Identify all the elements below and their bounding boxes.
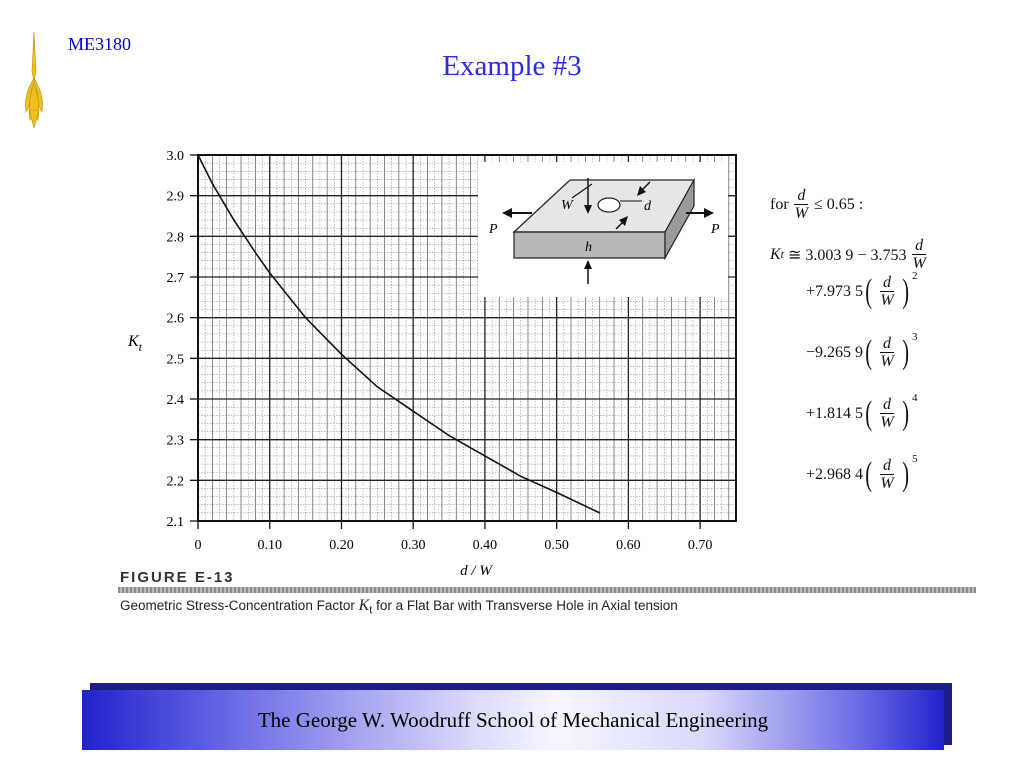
slide-title: Example #3: [442, 50, 582, 82]
paren-close: ): [901, 333, 909, 371]
kt-equation-head: ≅ 3.003 9 − 3.753: [788, 246, 907, 264]
y-tick-label: 2.6: [166, 311, 184, 327]
plate-diagram-inset: [478, 162, 728, 297]
formula-term: [806, 330, 918, 371]
figure-label: FIGURE E-13: [120, 569, 235, 586]
x-tick-label: 0.30: [400, 538, 426, 553]
kt-fraction: $\frac{d}{W}$: [912, 237, 926, 272]
x-axis-label: d / W: [460, 563, 492, 579]
y-axis-label: [127, 333, 143, 354]
term-fraction: $\frac{d}{W}$: [880, 335, 894, 370]
y-tick-label: 2.1: [166, 515, 184, 530]
term-exponent: 2: [912, 269, 918, 282]
x-tick-label: 0.60: [616, 538, 641, 553]
footer-text: The George W. Woodruff School of Mechanical Engineering: [257, 707, 769, 732]
x-tick-label: 0.40: [472, 538, 498, 553]
term-fraction: $\frac{d}{W}$: [880, 457, 894, 492]
kt-symbol-sub: t: [780, 247, 785, 261]
x-tick-label: 0.50: [544, 538, 569, 553]
y-tick-label: 2.4: [166, 393, 184, 408]
term-exponent: 5: [912, 452, 918, 465]
label-d: d: [644, 199, 651, 214]
term-exponent: 3: [912, 330, 918, 343]
term-coefficient: +1.814 5: [806, 404, 864, 422]
x-tick-label: 0.70: [687, 538, 713, 553]
y-tick-label: 2.2: [166, 474, 184, 490]
formula-term: [806, 391, 918, 432]
y-tick-label: 2.9: [166, 189, 184, 205]
formula-kt-line: [770, 237, 932, 272]
condition-prefix: for: [770, 195, 789, 213]
paren-open: (: [865, 272, 873, 310]
figure-caption: [120, 597, 678, 617]
formula-term: [806, 269, 918, 310]
caption-text-b: for a Flat Bar with Transverse Hole in Axial tension: [372, 598, 678, 613]
y-tick-label: 3.0: [166, 149, 184, 164]
caption-text-a: Geometric Stress-Concentration Factor: [120, 598, 359, 613]
plate-hole: [598, 198, 620, 212]
y-tick-label: 2.8: [166, 230, 184, 246]
term-fraction: $\frac{d}{W}$: [880, 274, 894, 309]
y-tick-label: 2.3: [166, 433, 184, 449]
paren-open: (: [865, 333, 873, 371]
label-h: h: [585, 240, 592, 255]
label-p-left: P: [489, 222, 498, 237]
formula-condition: [770, 187, 863, 222]
x-tick-label: 0.10: [257, 538, 282, 553]
y-tick-label: 2.7: [166, 271, 184, 286]
term-coefficient: +2.968 4: [806, 465, 864, 483]
paren-close: ): [901, 455, 909, 493]
y-axis-label-sub: t: [138, 340, 143, 354]
paren-close: ): [901, 272, 909, 310]
paren-close: ): [901, 394, 909, 432]
term-exponent: 4: [912, 391, 918, 404]
figure-rule: [118, 587, 976, 593]
caption-symbol-sub: t: [369, 604, 373, 617]
term-fraction: $\frac{d}{W}$: [880, 396, 894, 431]
paren-open: (: [865, 394, 873, 432]
paren-open: (: [865, 455, 873, 493]
formula-term: [806, 452, 918, 493]
x-tick-label: 0.20: [329, 538, 354, 553]
course-code: ME3180: [68, 34, 131, 54]
condition-suffix: ≤ 0.65 :: [813, 195, 864, 213]
y-axis-label-main: K: [128, 333, 139, 350]
kt-formula: [770, 182, 980, 512]
term-coefficient: +7.973 5: [806, 282, 864, 300]
footer-banner: [82, 690, 944, 750]
caption-symbol: K: [358, 597, 370, 614]
label-p-right: P: [711, 222, 720, 237]
x-tick-label: 0: [194, 538, 202, 553]
label-w: W: [561, 198, 573, 213]
condition-fraction: $\frac{d}{W}$: [794, 187, 808, 222]
kt-symbol: K: [770, 245, 781, 263]
y-tick-label: 2.5: [166, 352, 184, 368]
term-coefficient: −9.265 9: [806, 343, 864, 361]
